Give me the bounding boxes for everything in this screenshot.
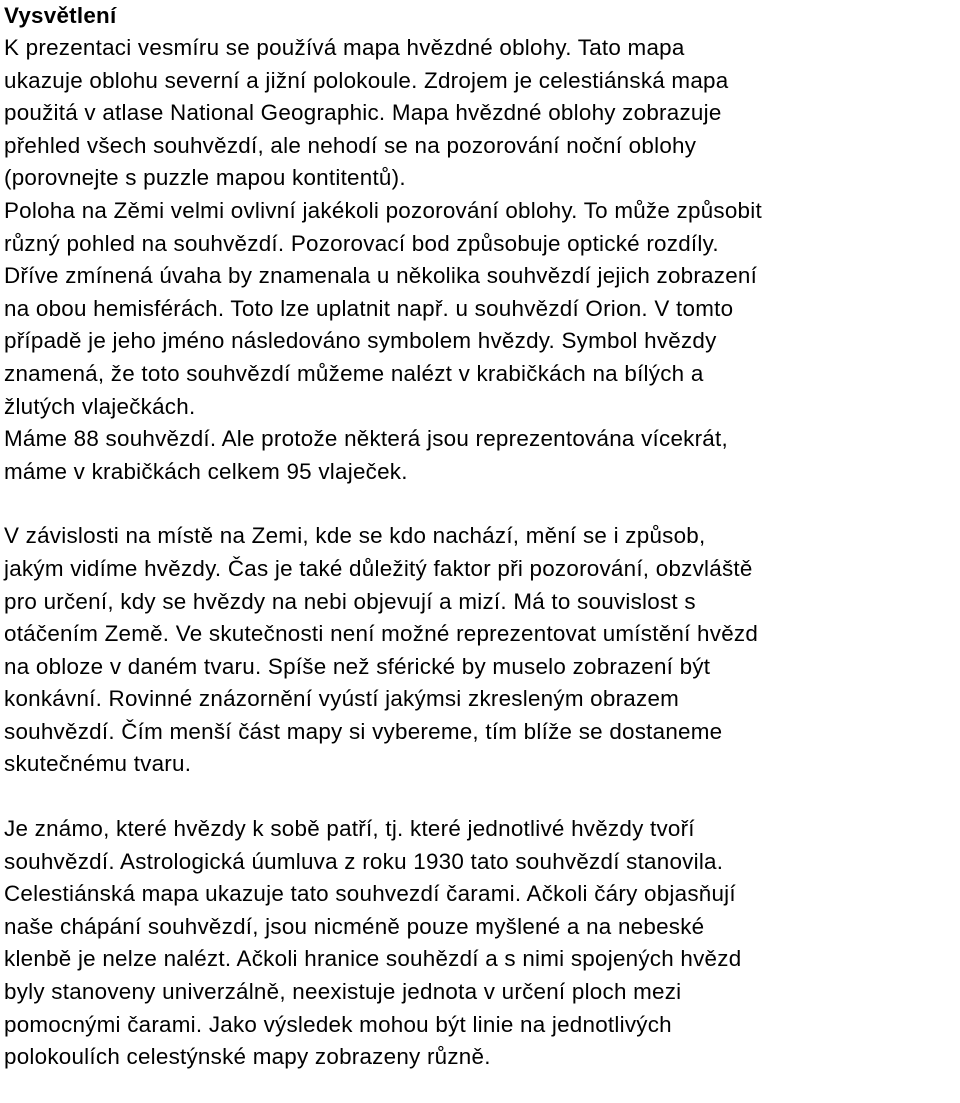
paragraph-line: skutečnému tvaru. (4, 751, 192, 777)
paragraph-line: souhvězdí. Čím menší část mapy si vybereme, tím blíže se dostaneme (4, 718, 723, 744)
paragraph-line: případě je jeho jméno následováno symbolem hvězdy. Symbol hvězdy (4, 328, 717, 354)
paragraph-line: Celestiánská mapa ukazuje tato souhvezdí čarami. Ačkoli čáry objasňují (4, 881, 736, 907)
paragraph-line: klenbě je nelze nalézt. Ačkoli hranice souhězdí a s nimi spojených hvězd (4, 946, 742, 972)
document-page (4, 0, 956, 1074)
paragraph-line: Poloha na Zěmi velmi ovlivní jakékoli pozorování oblohy. To může způsobit (4, 197, 762, 223)
paragraph-3 (4, 813, 956, 1074)
paragraph-line: otáčením Země. Ve skutečnosti není možné reprezentovat umístění hvězd (4, 621, 759, 647)
paragraph-line: souhvězdí. Astrologická úumluva z roku 1930 tato souhvězdí stanovila. (4, 848, 724, 874)
paragraph-spacer (4, 488, 956, 520)
paragraph-line: na obloze v daném tvaru. Spíše než sférické by muselo zobrazení být (4, 653, 711, 679)
paragraph-spacer (4, 781, 956, 813)
paragraph-line: žlutých vlaječkách. (4, 393, 196, 419)
paragraph-line: Je známo, které hvězdy k sobě patří, tj. které jednotlivé hvězdy tvoří (4, 816, 695, 842)
paragraph-line: V závislosti na místě na Zemi, kde se kdo nachází, mění se i způsob, (4, 523, 706, 549)
paragraph-line: naše chápání souhvězdí, jsou nicméně pouze myšlené a na nebeské (4, 913, 705, 939)
paragraph-line: máme v krabičkách celkem 95 vlaječek. (4, 458, 408, 484)
paragraph-line: přehled všech souhvězdí, ale nehodí se na pozorování noční oblohy (4, 132, 697, 158)
paragraph-2 (4, 520, 956, 781)
paragraph-line: různý pohled na souhvězdí. Pozorovací bod způsobuje optické rozdíly. (4, 230, 719, 256)
paragraph-line: ukazuje oblohu severní a jižní polokoule. Zdrojem je celestiánská mapa (4, 67, 729, 93)
paragraph-line: Dříve zmínená úvaha by znamenala u několika souhvězdí jejich zobrazení (4, 263, 758, 289)
page-title: Vysvětlení (4, 3, 117, 28)
paragraph-line: jakým vidíme hvězdy. Čas je také důležitý faktor při pozorování, obzvláště (4, 555, 753, 581)
paragraph-line: pomocnými čarami. Jako výsledek mohou být linie na jednotlivých (4, 1011, 672, 1037)
paragraph-line: znamená, že toto souhvězdí můžeme nalézt v krabičkách na bílých a (4, 360, 704, 386)
paragraph-line: pro určení, kdy se hvězdy na nebi objevují a mizí. Má to souvislost s (4, 588, 696, 614)
paragraph-line: polokoulích celestýnské mapy zobrazeny různě. (4, 1044, 491, 1070)
paragraph-1 (4, 32, 956, 488)
paragraph-line: byly stanoveny univerzálně, neexistuje jednota v určení ploch mezi (4, 979, 682, 1005)
paragraph-line: použitá v atlase National Geographic. Mapa hvězdné oblohy zobrazuje (4, 100, 722, 126)
paragraph-line: (porovnejte s puzzle mapou kontitentů). (4, 165, 406, 191)
paragraph-line: konkávní. Rovinné znázornění vyústí jakýmsi zkresleným obrazem (4, 686, 680, 712)
paragraph-line: Máme 88 souhvězdí. Ale protože některá jsou reprezentována vícekrát, (4, 426, 728, 452)
paragraph-line: na obou hemisférách. Toto lze uplatnit např. u souhvězdí Orion. V tomto (4, 295, 734, 321)
paragraph-line: K prezentaci vesmíru se používá mapa hvězdné oblohy. Tato mapa (4, 35, 685, 60)
